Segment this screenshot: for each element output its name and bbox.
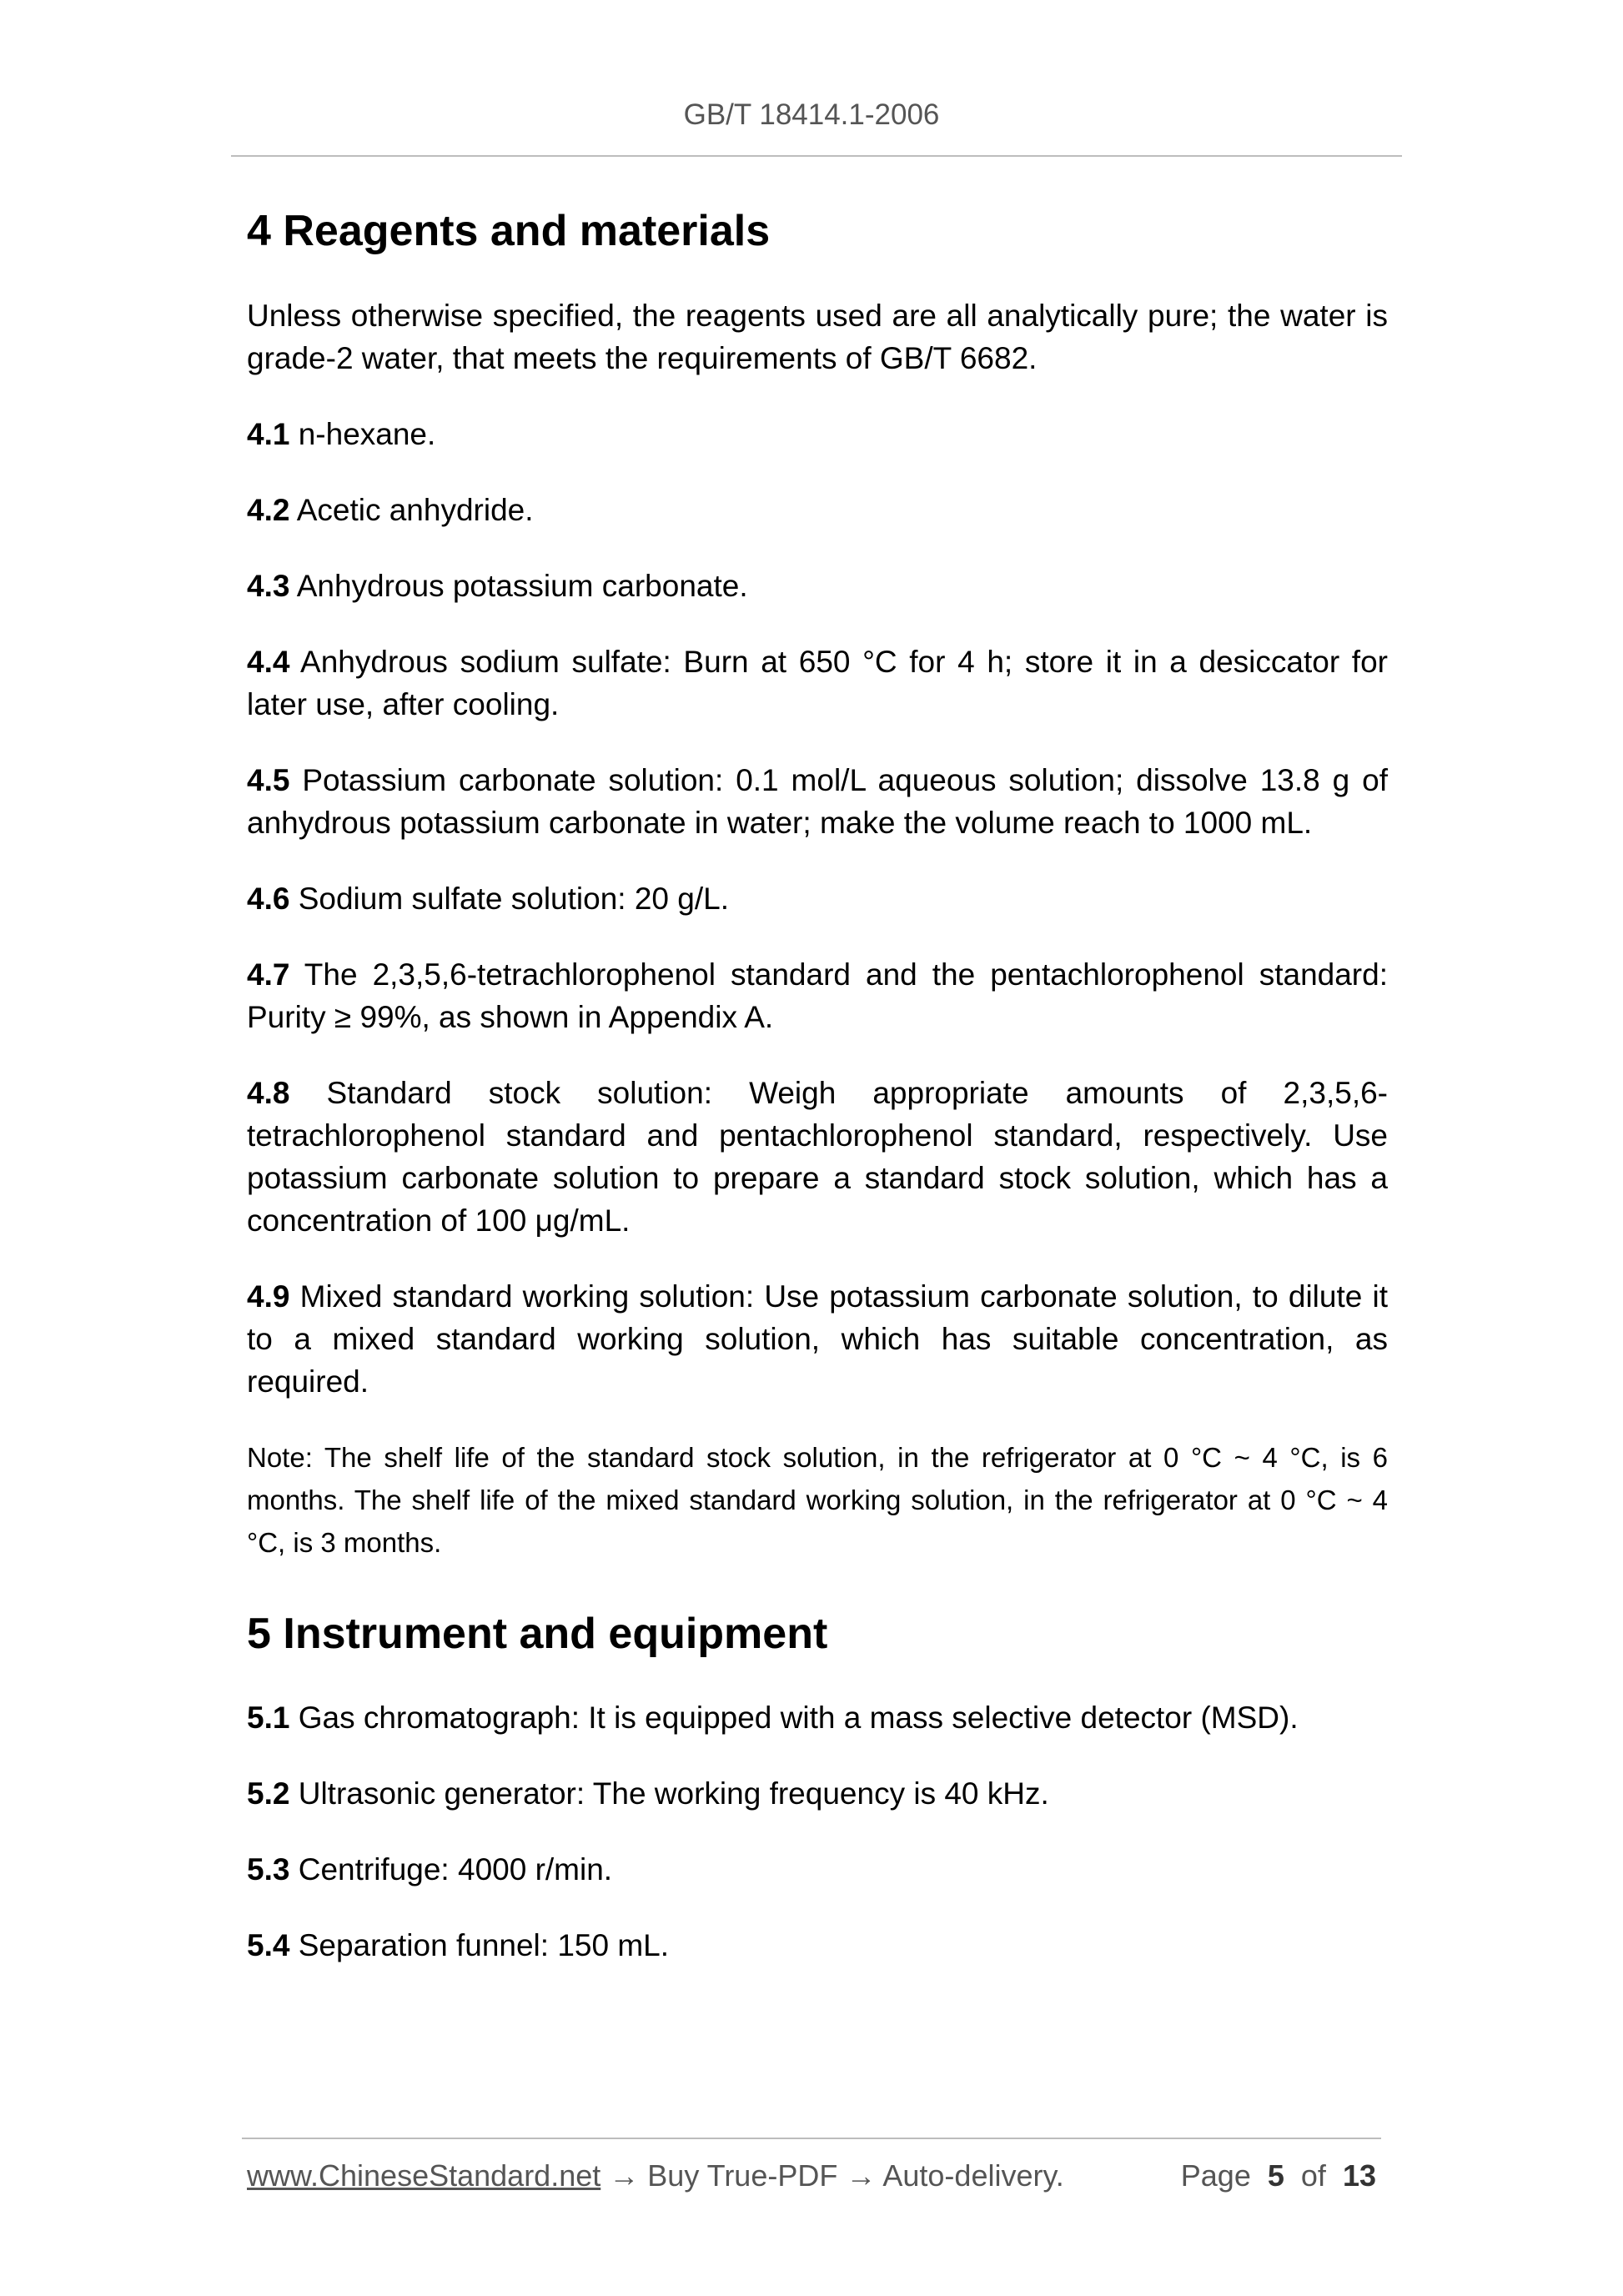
clause-number: 4.6 [247, 882, 290, 916]
clause-text: Gas chromatograph: It is equipped with a mass selective detector (MSD). [298, 1701, 1299, 1735]
page-indicator [1181, 2158, 1376, 2193]
clause-4-7 [247, 953, 1388, 1038]
clause-text: Centrifuge: 4000 r/min. [298, 1852, 613, 1887]
section-4-heading: 4 Reagents and materials [247, 207, 771, 255]
clause-text: Separation funnel: 150 mL. [298, 1928, 670, 1962]
clause-4-8 [247, 1072, 1388, 1242]
clause-text: Acetic anhydride. [296, 493, 534, 527]
clause-text: Standard stock solution: Weigh appropriate amounts of 2,3,5,6-tetrachlorophenol standard and pentachlorophenol standard, respectively. Use potassium carbonate solution to prepare a standard stock solution, which has a concentration of 100 μg/mL. [247, 1076, 1388, 1238]
clause-number: 4.2 [247, 493, 290, 527]
clause-number: 4.7 [247, 957, 290, 992]
clause-text: Anhydrous potassium carbonate. [296, 569, 748, 603]
buy-pdf-text: Buy True-PDF [647, 2158, 838, 2193]
clause-5-3 [247, 1848, 1388, 1891]
clause-text: Potassium carbonate solution: 0.1 mol/L aqueous solution; dissolve 13.8 g of anhydrous potassium carbonate in water; make the volume reach to 1000 mL. [247, 763, 1388, 840]
header-divider [231, 155, 1402, 157]
clause-5-1 [247, 1696, 1388, 1739]
page-content [247, 204, 1388, 1967]
clause-number: 5.2 [247, 1776, 290, 1811]
page-current: 5 [1267, 2158, 1284, 2193]
clause-5-4 [247, 1924, 1388, 1967]
auto-delivery-text: Auto-delivery. [882, 2158, 1064, 2193]
clause-number: 4.1 [247, 417, 290, 451]
clause-4-5 [247, 759, 1388, 844]
clause-text: The 2,3,5,6-tetrachlorophenol standard and the pentachlorophenol standard: Purity ≥ 99%, as shown in Appendix A. [247, 957, 1388, 1034]
footer-divider [242, 2138, 1381, 2139]
clause-4-1 [247, 413, 1388, 455]
clause-number: 5.1 [247, 1701, 290, 1735]
clause-4-6 [247, 877, 1388, 920]
clause-4-9 [247, 1275, 1388, 1403]
section-5-heading: 5 Instrument and equipment [247, 1610, 828, 1658]
clause-4-2 [247, 489, 1388, 531]
clause-4-3 [247, 565, 1388, 607]
document-header-id: GB/T 18414.1-2006 [683, 98, 940, 131]
clause-4-4 [247, 641, 1388, 726]
section-4-note: Note: The shelf life of the standard stock solution, in the refrigerator at 0 °C ~ 4 °C, is 6 months. The shelf life of the mixed standard working solution, in the refrigerator at 0 °C ~ 4 °C, is 3 months. [247, 1442, 1388, 1558]
clause-5-2 [247, 1772, 1388, 1815]
website-link[interactable]: www.ChineseStandard.net [247, 2158, 601, 2193]
clause-number: 5.3 [247, 1852, 290, 1887]
clause-text: Mixed standard working solution: Use potassium carbonate solution, to dilute it to a mixed standard working solution, which has suitable concentration, as required. [247, 1279, 1388, 1399]
clause-number: 4.5 [247, 763, 290, 797]
section-4-intro: Unless otherwise specified, the reagents used are all analytically pure; the water is grade-2 water, that meets the requirements of GB/T 6682. [247, 299, 1388, 375]
clause-text: Ultrasonic generator: The working frequency is 40 kHz. [298, 1776, 1049, 1811]
page-total: 13 [1342, 2158, 1376, 2193]
clause-number: 5.4 [247, 1928, 290, 1962]
arrow-icon: → [609, 2158, 640, 2193]
clause-text: n-hexane. [298, 417, 436, 451]
clause-text: Sodium sulfate solution: 20 g/L. [298, 882, 729, 916]
page-footer [247, 2158, 1376, 2193]
arrow-icon: → [846, 2158, 877, 2193]
page-of-label: of [1300, 2158, 1326, 2193]
page-label: Page [1180, 2158, 1251, 2193]
clause-number: 4.4 [247, 645, 290, 679]
clause-number: 4.8 [247, 1076, 290, 1110]
clause-number: 4.9 [247, 1279, 290, 1314]
clause-number: 4.3 [247, 569, 290, 603]
clause-text: Anhydrous sodium sulfate: Burn at 650 °C for 4 h; store it in a desiccator for later use, after cooling. [247, 645, 1388, 721]
